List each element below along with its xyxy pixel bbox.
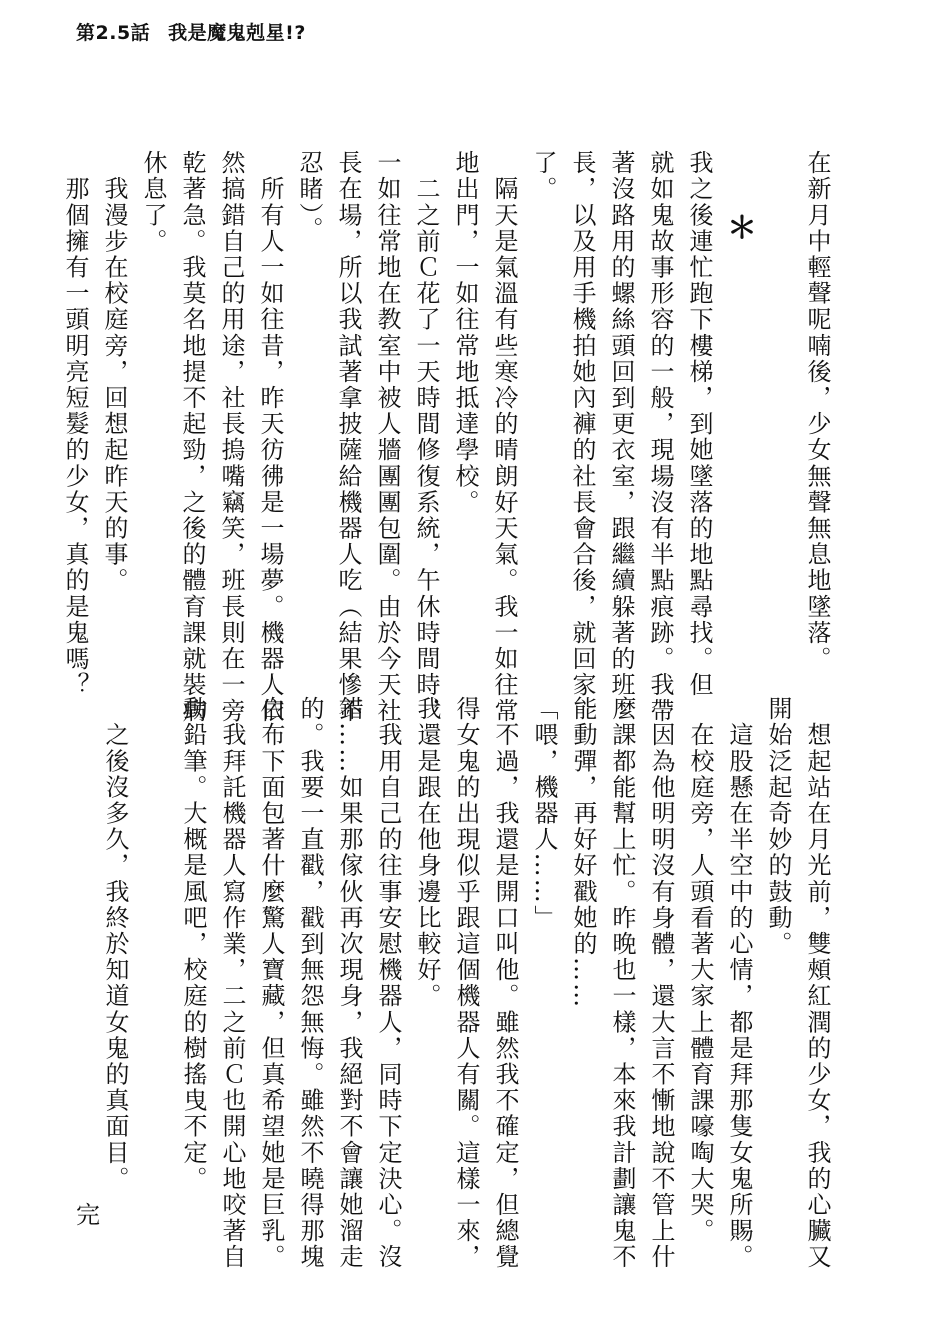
text-column: 二之前Ｃ花了一天時間修復系統，午休時間時， xyxy=(412,150,440,725)
dialogue-column: 「喂，機器人……」 xyxy=(530,696,558,931)
text-column: 那個擁有一頭明亮短髮的少女，真的是鬼嗎？ xyxy=(61,150,89,699)
text-column: 著沒路用的螺絲頭回到更衣室，跟繼續躲著的班 xyxy=(607,150,635,699)
text-column: 了。 xyxy=(529,150,557,203)
text-column: 我拜託機器人寫作業，二之前Ｃ也開心地咬著自 xyxy=(218,696,246,1271)
text-column: 得女鬼的出現似乎跟這個機器人有關。這樣一來， xyxy=(452,696,480,1271)
text-column: 我用自己的往事安慰機器人，同時下定決心。沒 xyxy=(374,696,402,1271)
text-column xyxy=(134,696,173,1226)
chapter-number: 第2.5話 xyxy=(76,22,151,44)
text-column: 我還是跟在他身邊比較好。 xyxy=(413,696,441,1010)
text-column: 在新月中輕聲呢喃後，少女無聲無息地墜落。 xyxy=(803,150,831,672)
text-column: 長在場，所以我試著拿披薩給機器人吃（結果慘不 xyxy=(334,150,362,725)
text-column: 我漫步在校庭旁，回想起昨天的事。 xyxy=(100,150,128,594)
upper-text-block xyxy=(55,150,836,725)
section-break-mark: ＊ xyxy=(721,212,756,245)
text-column: 能動彈，再好好戳她的…… xyxy=(569,696,597,1010)
end-mark: 完 xyxy=(76,1201,100,1229)
text-column: 忍睹）。 xyxy=(295,150,323,243)
text-column: 一如往常地在教室中被人牆團團包圍。由於今天社 xyxy=(373,150,401,725)
text-column: 開始泛起奇妙的鼓動。 xyxy=(764,696,792,957)
text-column: 這股懸在半空中的心情，都是拜那隻女鬼所賜。 xyxy=(725,696,753,1271)
text-column: 我之後連忙跑下樓梯，到她墜落的地點尋找。但 xyxy=(685,150,713,699)
text-column: 的。我要一直戳，戳到無怨無悔。雖然不曉得那塊 xyxy=(296,696,324,1271)
text-column: 地出門，一如往常地抵達學校。 xyxy=(451,150,479,516)
text-column: 隔天是氣溫有些寒冷的晴朗好天氣。我一如往常 xyxy=(490,150,518,725)
text-column: 然搞錯自己的用途，社長摀嘴竊笑，班長則在一旁 xyxy=(217,150,245,725)
text-column: 在校庭旁，人頭看著大家上體育課嚎啕大哭。 xyxy=(686,696,714,1245)
text-column: 因為他明明沒有身體，還大言不慚地說不管上什 xyxy=(647,696,675,1271)
text-column: 所有人一如往昔，昨天彷彿是一場夢。機器人依 xyxy=(256,150,284,725)
text-column: 長，以及用手機拍她內褲的社長會合後，就回家 xyxy=(568,150,596,699)
text-column: 動鉛筆。大概是風吧，校庭的樹搖曳不定。 xyxy=(179,696,207,1192)
lower-text-block xyxy=(95,696,836,1271)
text-column: 就如鬼故事形容的一般，現場沒有半點痕跡。我帶 xyxy=(646,150,674,725)
text-column: 乾著急。我莫名地提不起勁，之後的體育課就裝病 xyxy=(178,150,206,725)
text-column: 之後沒多久，我終於知道女鬼的真面目。 xyxy=(101,696,129,1192)
text-column: 錯……如果那傢伙再次現身，我絕對不會讓她溜走 xyxy=(335,696,363,1271)
text-column: 白布下面包著什麼驚人寶藏，但真希望她是巨乳。 xyxy=(257,696,285,1271)
chapter-title: 我是魔鬼剋星!? xyxy=(168,22,306,44)
text-column xyxy=(758,150,797,630)
text-column: 麼課都能幫上忙。昨晚也一樣，本來我計劃讓鬼不 xyxy=(608,696,636,1271)
text-column: 不過，我還是開口叫他。雖然我不確定，但總覺 xyxy=(491,696,519,1271)
page-header xyxy=(76,18,306,45)
text-column: 休息了。 xyxy=(139,150,167,255)
text-column: 想起站在月光前，雙頰紅潤的少女，我的心臟又 xyxy=(803,696,831,1271)
section-break xyxy=(718,150,758,630)
